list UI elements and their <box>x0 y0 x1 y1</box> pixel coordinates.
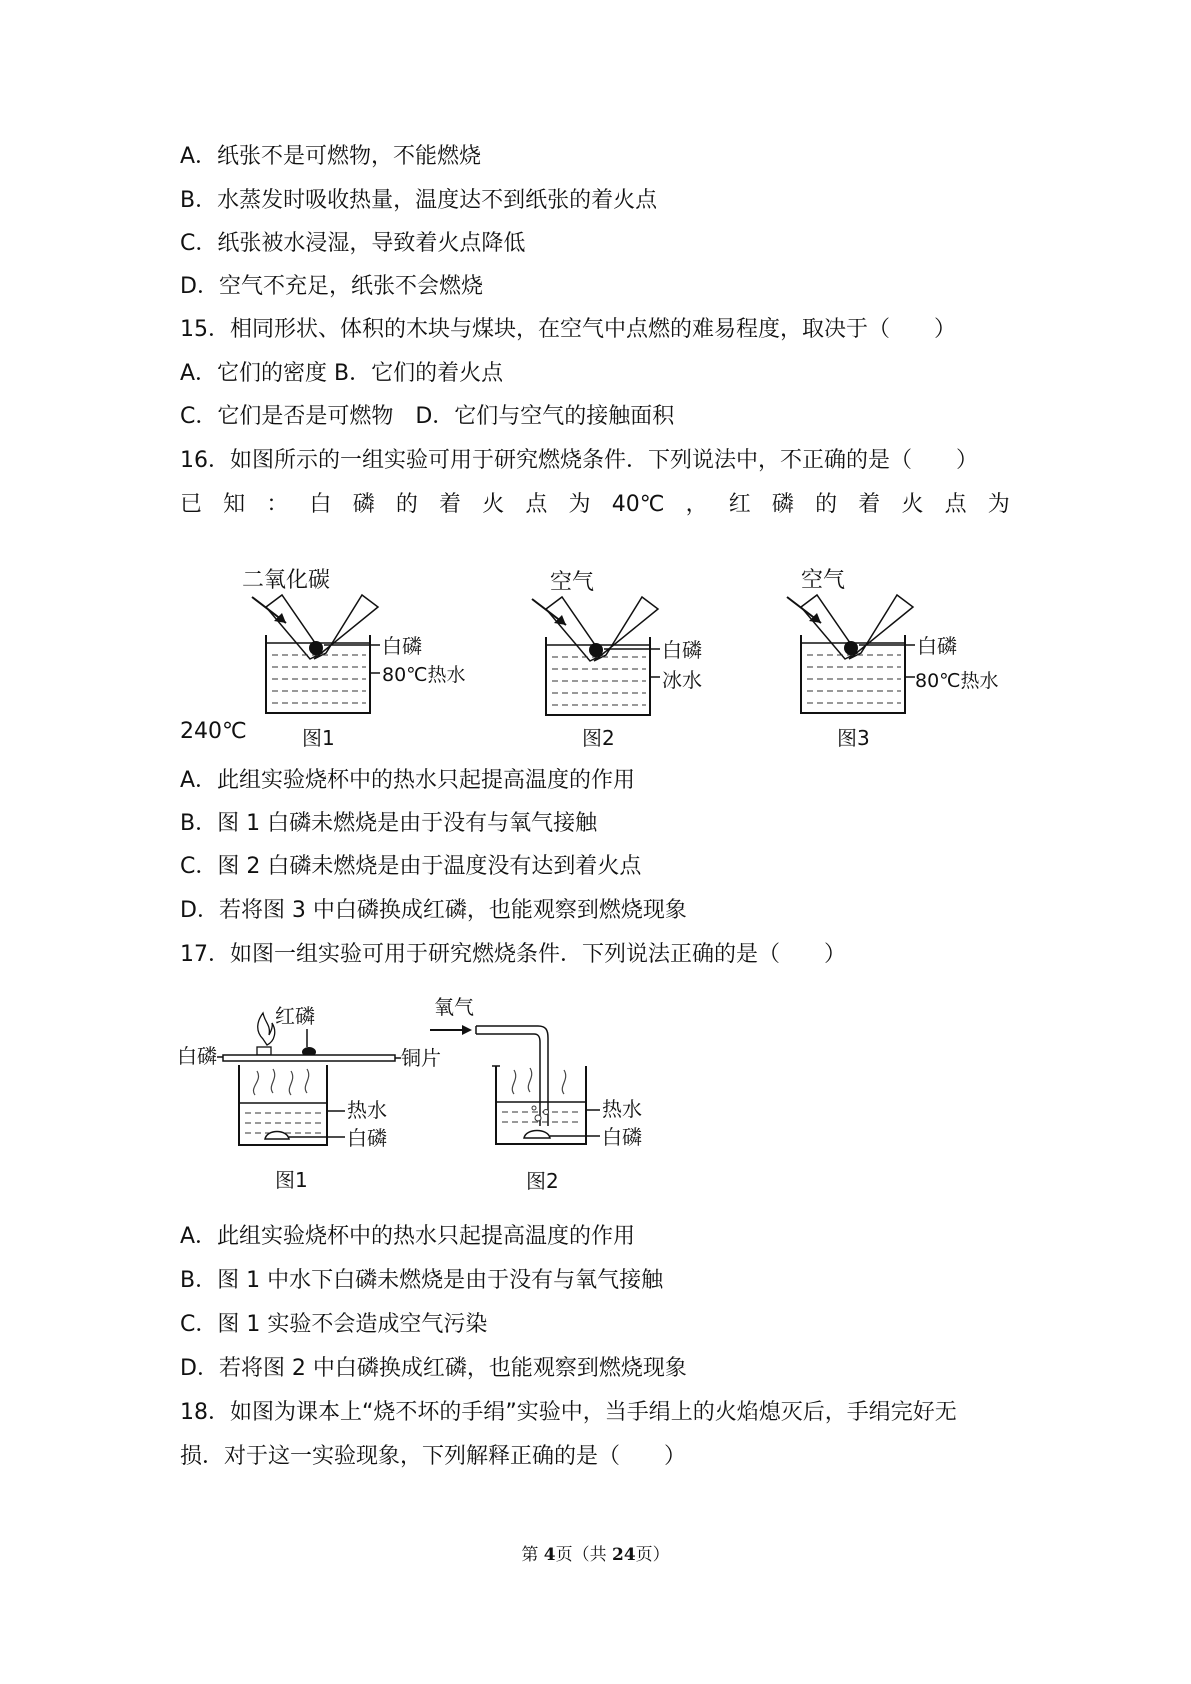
q16-option-d: D．若将图 3 中白磷换成红磷，也能观察到燃烧现象 <box>180 898 687 923</box>
q17-option-a: A．此组实验烧杯中的热水只起提高温度的作用 <box>180 1224 636 1249</box>
q18-stem-line-2: 损．对于这一实验现象，下列解释正确的是（ ） <box>180 1444 687 1469</box>
white-phosphorus-ball <box>309 641 323 655</box>
q17-fig1-caption: 图1 <box>275 1168 308 1192</box>
q17-figure-2 <box>420 990 660 1195</box>
q16-known-char: 着 <box>439 492 462 517</box>
q16-figure-3 <box>765 565 1015 755</box>
q16-known-char: 的 <box>395 492 418 517</box>
footer-page-number: 4 <box>543 1545 556 1565</box>
steam-swirls <box>253 1069 308 1095</box>
v-tube-right <box>849 595 913 659</box>
q16-fig2-label-phosphorus: 白磷 <box>662 638 702 662</box>
q17-option-b: B．图 1 中水下白磷未燃烧是由于没有与氧气接触 <box>180 1268 664 1293</box>
q16-known-tail: 240℃ <box>180 719 247 744</box>
q16-fig2-label-water: 冰水 <box>662 668 702 692</box>
q14-option-b: B．水蒸发时吸收热量，温度达不到纸张的着火点 <box>180 188 658 213</box>
q16-known-char: 红 <box>728 492 751 517</box>
q14-option-a: A．纸张不是可燃物，不能燃烧 <box>180 144 482 169</box>
q16-known-char: 为 <box>568 492 591 517</box>
q18-stem-line-1: 18．如图为课本上“烧不坏的手绢”实验中，当手绢上的火焰熄灭后，手绢完好无 <box>180 1400 957 1425</box>
water-hatching <box>552 657 646 705</box>
q16-fig3-label-phosphorus: 白磷 <box>917 634 957 658</box>
v-tube-right <box>314 595 378 659</box>
flame-icon <box>258 1013 275 1045</box>
oxygen-arrowhead <box>462 1025 472 1035</box>
q16-known-char: 为 <box>987 492 1010 517</box>
q16-fig1-caption: 图1 <box>302 726 335 750</box>
q16-figure-2 <box>510 565 730 755</box>
q17-fig1-label-white-phosphorus-top: 白磷 <box>177 1044 217 1068</box>
q16-known-line <box>180 490 1010 520</box>
q17-option-c: C．图 1 实验不会造成空气污染 <box>180 1312 488 1337</box>
gas-tube-outer <box>476 1026 548 1126</box>
steam-swirls <box>512 1068 565 1094</box>
q16-fig2-gas-label: 空气 <box>550 570 595 595</box>
q16-known-char: 磷 <box>771 492 794 517</box>
page-footer <box>0 1540 1191 1565</box>
q17-fig1-label-red-phosphorus: 红磷 <box>275 1004 315 1028</box>
q16-fig3-label-water: 80℃热水 <box>915 670 999 692</box>
q16-known-char: ： <box>266 492 289 517</box>
footer-total-pages: 24 <box>611 1545 636 1565</box>
q14-option-d: D．空气不充足，纸张不会燃烧 <box>180 274 483 299</box>
q16-known-char: 火 <box>482 492 505 517</box>
footer-suffix: 页） <box>635 1545 670 1565</box>
q16-stem: 16．如图所示的一组实验可用于研究燃烧条件．下列说法中，不正确的是（ ） <box>180 448 978 473</box>
q17-fig2-label-hot-water: 热水 <box>602 1097 642 1121</box>
q16-fig2-caption: 图2 <box>582 726 615 750</box>
q16-known-char: 40℃ <box>611 492 665 517</box>
q17-fig2-label-white-phosphorus: 白磷 <box>602 1125 642 1149</box>
q17-fig1-label-copper: 铜片 <box>401 1046 441 1070</box>
q16-figure-1 <box>230 565 490 755</box>
q14-option-c: C．纸张被水浸湿，导致着火点降低 <box>180 231 526 256</box>
q16-fig1-label-water: 80℃热水 <box>382 664 466 686</box>
q15-options-ab: A．它们的密度 B．它们的着火点 <box>180 361 504 386</box>
white-phosphorus-burning <box>257 1047 271 1055</box>
q16-option-c: C．图 2 白磷未燃烧是由于温度没有达到着火点 <box>180 854 642 879</box>
v-tube-right <box>594 597 658 661</box>
water-hatching <box>272 655 366 703</box>
q17-figure-1 <box>175 995 441 1195</box>
q16-fig3-caption: 图3 <box>837 726 870 750</box>
q15-options-cd: C．它们是否是可燃物 D．它们与空气的接触面积 <box>180 404 675 429</box>
white-phosphorus-ball <box>844 641 858 655</box>
q17-fig1-label-white-phosphorus-bottom: 白磷 <box>347 1126 387 1150</box>
q16-known-char: 点 <box>944 492 967 517</box>
q16-known-char: 白 <box>309 492 332 517</box>
water-hatching <box>807 655 901 703</box>
q17-fig2-caption: 图2 <box>526 1169 559 1193</box>
q16-fig1-label-phosphorus: 白磷 <box>382 634 422 658</box>
q16-option-b: B．图 1 白磷未燃烧是由于没有与氧气接触 <box>180 811 598 836</box>
q16-known-char: 已 <box>180 492 203 517</box>
q16-known-char: 磷 <box>352 492 375 517</box>
q17-fig2-label-oxygen: 氧气 <box>434 995 474 1019</box>
underwater-white-phosphorus <box>524 1131 550 1139</box>
q16-known-char: 着 <box>858 492 881 517</box>
q17-stem: 17．如图一组实验可用于研究燃烧条件．下列说法正确的是（ ） <box>180 942 846 967</box>
white-phosphorus-ball <box>589 643 603 657</box>
q17-fig1-label-hot-water: 热水 <box>347 1098 387 1122</box>
footer-middle: 页（共 <box>555 1545 612 1565</box>
water-hatching <box>245 1113 323 1133</box>
copper-sheet <box>223 1055 395 1061</box>
q16-known-char: 火 <box>901 492 924 517</box>
q15-stem: 15．相同形状、体积的木块与煤块，在空气中点燃的难易程度，取决于（ ） <box>180 317 956 342</box>
q16-known-char: 的 <box>815 492 838 517</box>
q16-known-char: 点 <box>525 492 548 517</box>
q16-option-a: A．此组实验烧杯中的热水只起提高温度的作用 <box>180 768 636 793</box>
q17-option-d: D．若将图 2 中白磷换成红磷，也能观察到燃烧现象 <box>180 1356 687 1381</box>
q16-fig1-gas-label: 二氧化碳 <box>242 568 331 593</box>
q16-fig3-gas-label: 空气 <box>801 568 846 593</box>
q16-known-char: ， <box>685 492 708 517</box>
q16-known-char: 知 <box>223 492 246 517</box>
footer-prefix: 第 <box>521 1545 544 1565</box>
